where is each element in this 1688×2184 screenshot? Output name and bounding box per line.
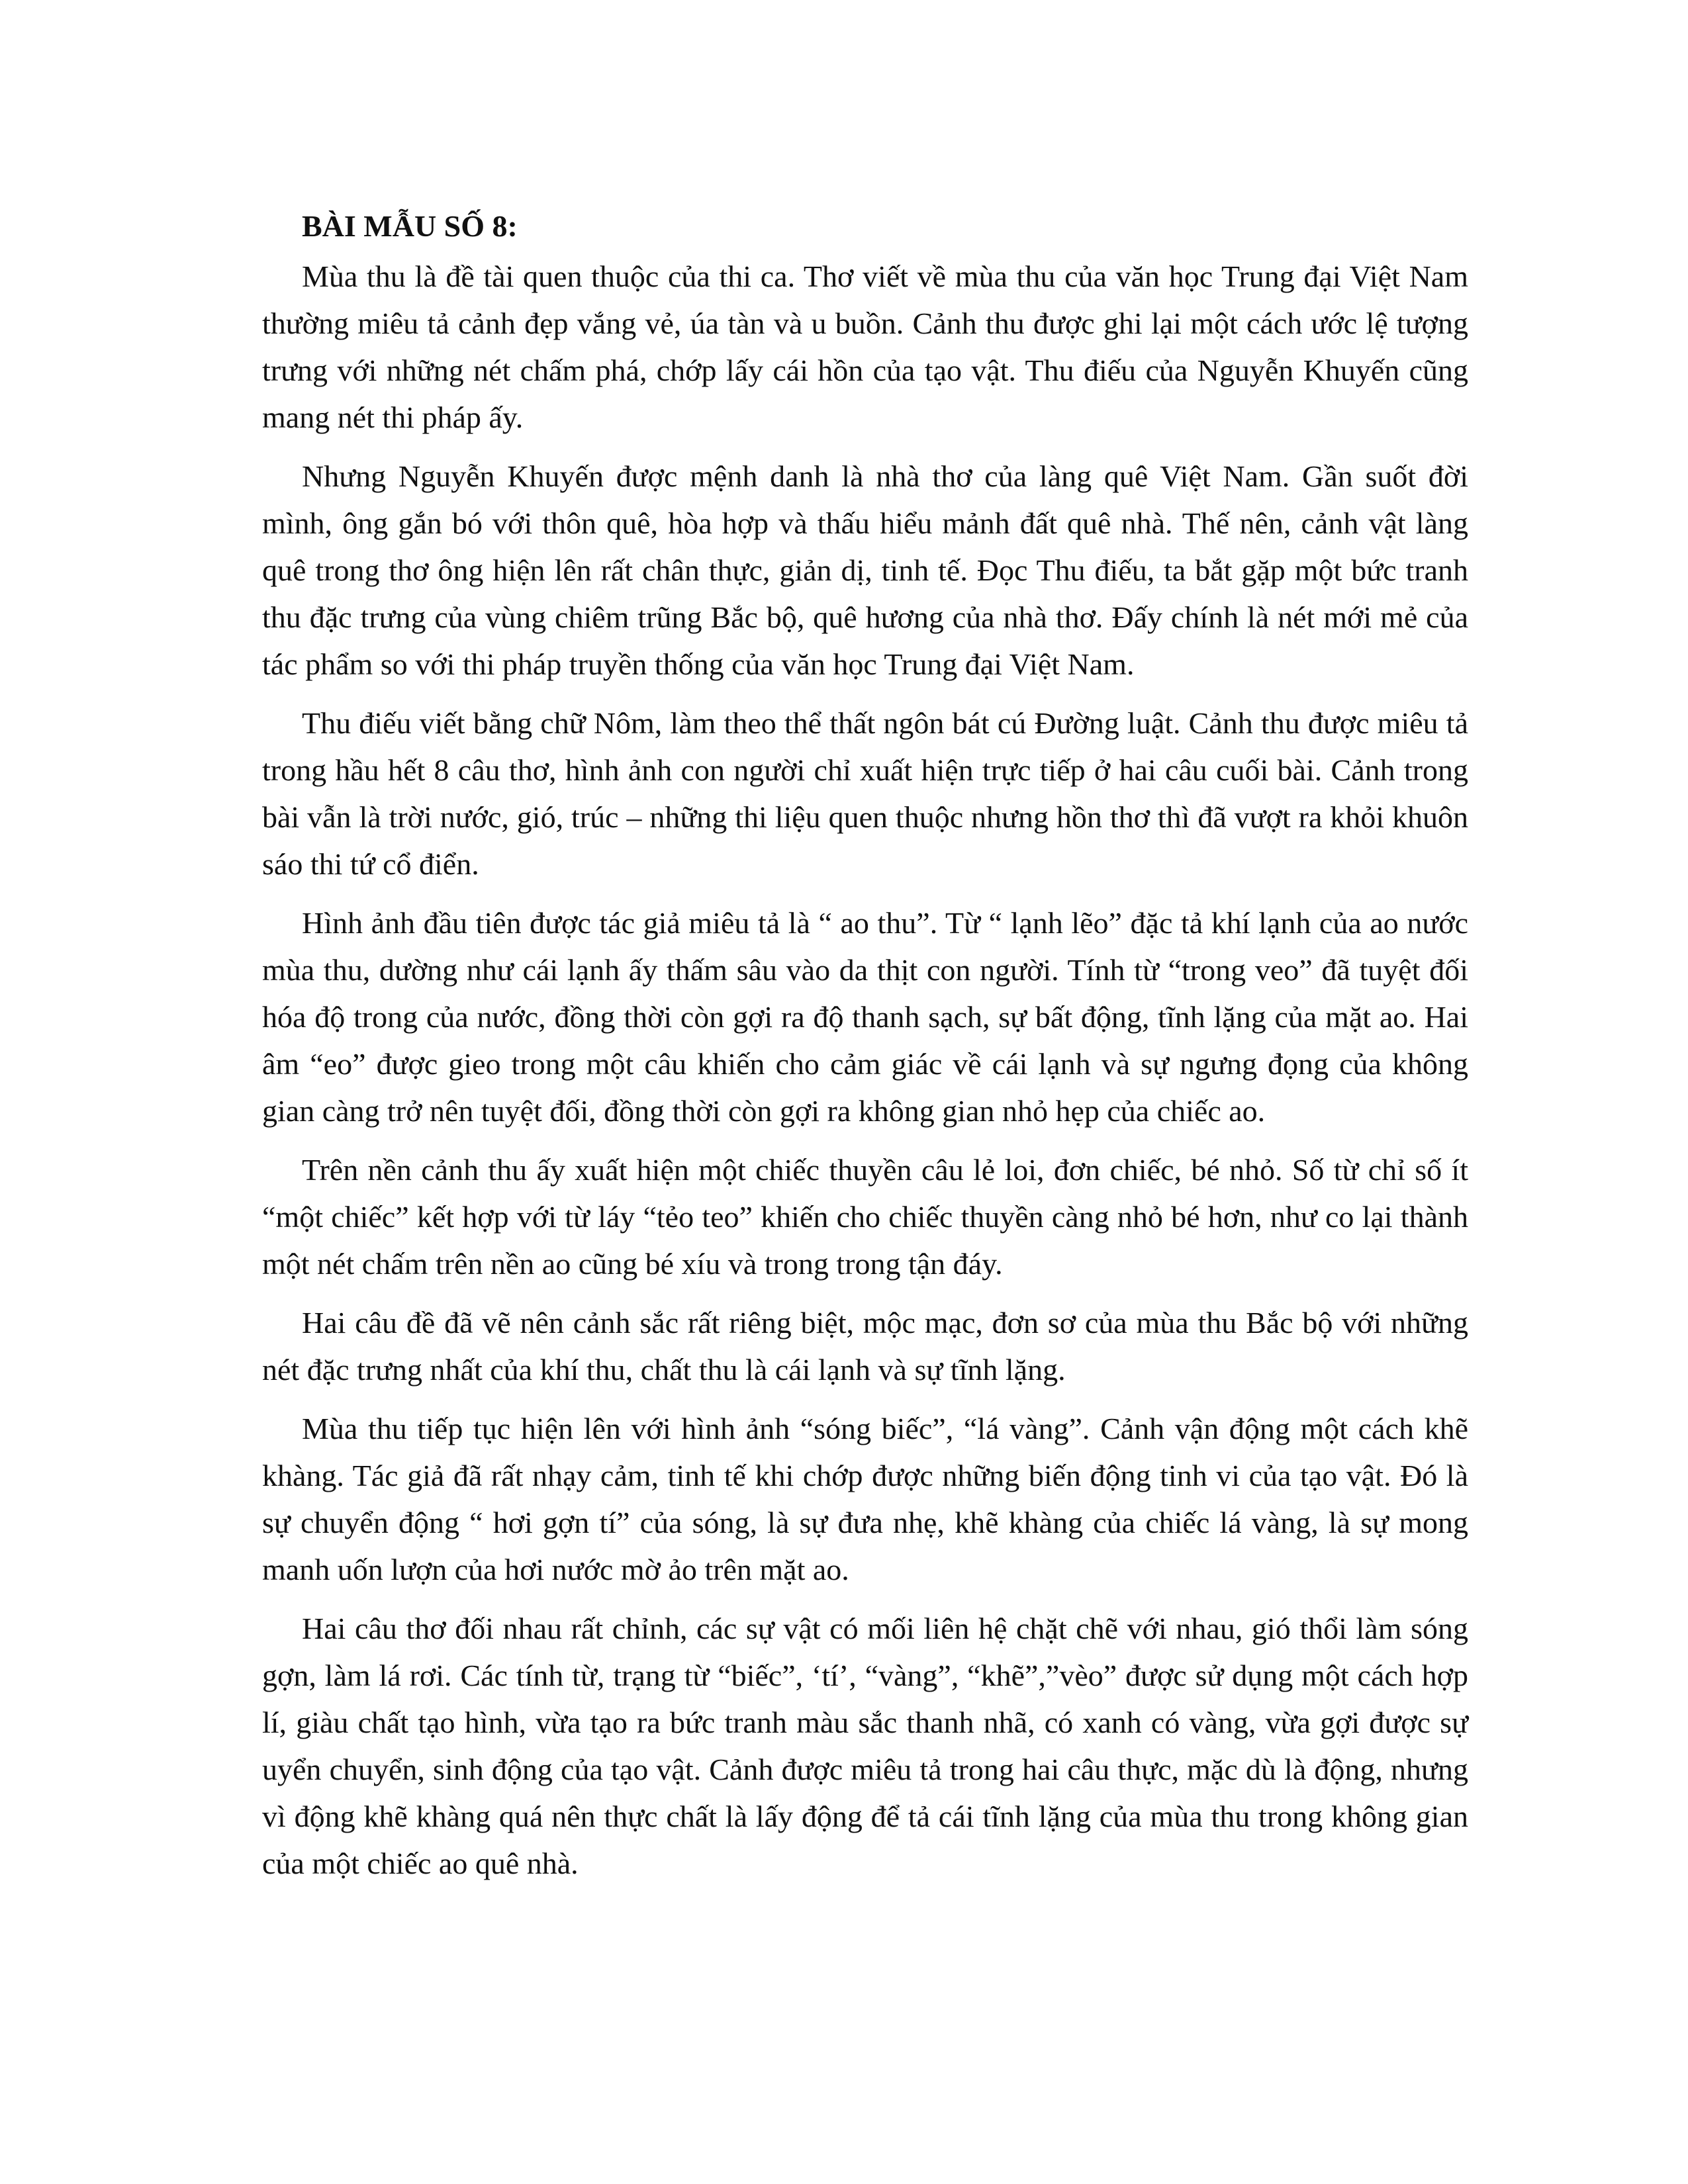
paragraph-4: Hình ảnh đầu tiên được tác giả miêu tả là “ ao thu”. Từ “ lạnh lẽo” đặc tả khí lạnh của ao nước mùa thu, dường như cái lạnh ấy thấm sâu vào da thịt con người. Tính từ “trong veo” đã tuyệt đối hóa độ trong của nước, đồng thời còn gợi ra độ thanh sạch, sự bất động, tĩnh lặng của mặt ao. Hai âm “eo” được gieo trong một câu khiến cho cảm giác về cái lạnh và sự ngưng đọng của không gian càng trở nên tuyệt đối, đồng thời còn gợi ra không gian nhỏ hẹp của chiếc ao.: [262, 906, 1468, 1128]
paragraph-7: Mùa thu tiếp tục hiện lên với hình ảnh “sóng biếc”, “lá vàng”. Cảnh vận động một cách khẽ khàng. Tác giả đã rất nhạy cảm, tinh tế khi chớp được những biến động tinh vi của tạo vật. Đó là sự chuyển động “ hơi gợn tí” của sóng, là sự đưa nhẹ, khẽ khàng của chiếc lá vàng, là sự mong manh uốn lượn của hơi nước mờ ảo trên mặt ao.: [262, 1412, 1468, 1586]
paragraph-2: Nhưng Nguyễn Khuyến được mệnh danh là nhà thơ của làng quê Việt Nam. Gần suốt đời mình, ông gắn bó với thôn quê, hòa hợp và thấu hiểu mảnh đất quê nhà. Thế nên, cảnh vật làng quê trong thơ ông hiện lên rất chân thực, giản dị, tinh tế. Đọc Thu điếu, ta bắt gặp một bức tranh thu đặc trưng của vùng chiêm trũng Bắc bộ, quê hương của nhà thơ. Đấy chính là nét mới mẻ của tác phẩm so với thi pháp truyền thống của văn học Trung đại Việt Nam.: [262, 459, 1468, 681]
paragraph-5: Trên nền cảnh thu ấy xuất hiện một chiếc thuyền câu lẻ loi, đơn chiếc, bé nhỏ. Số từ chỉ số ít “một chiếc” kết hợp với từ láy “tẻo teo” khiến cho chiếc thuyền càng nhỏ bé hơn, như co lại thành một nét chấm trên nền ao cũng bé xíu và trong trong tận đáy.: [262, 1153, 1468, 1281]
document-body: [262, 200, 1468, 1899]
document-title: BÀI MẪU SỐ 8:: [302, 209, 518, 243]
paragraph-1: Mùa thu là đề tài quen thuộc của thi ca. Thơ viết về mùa thu của văn học Trung đại Việt Nam thường miêu tả cảnh đẹp vắng vẻ, úa tàn và u buồn. Cảnh thu được ghi lại một cách ước lệ tượng trưng với những nét chấm phá, chớp lấy cái hồn của tạo vật. Thu điếu của Nguyễn Khuyến cũng mang nét thi pháp ấy.: [262, 259, 1468, 434]
paragraph-8: Hai câu thơ đối nhau rất chỉnh, các sự vật có mối liên hệ chặt chẽ với nhau, gió thổi làm sóng gợn, làm lá rơi. Các tính từ, trạng từ “biếc”, ‘tí’, “vàng”, “khẽ”,”vèo” được sử dụng một cách hợp lí, giàu chất tạo hình, vừa tạo ra bức tranh màu sắc thanh nhã, có xanh có vàng, vừa gợi được sự uyển chuyển, sinh động của tạo vật. Cảnh được miêu tả trong hai câu thực, mặc dù là động, nhưng vì động khẽ khàng quá nên thực chất là lấy động để tả cái tĩnh lặng của mùa thu trong không gian của một chiếc ao quê nhà.: [262, 1612, 1468, 1880]
paragraph-6: Hai câu đề đã vẽ nên cảnh sắc rất riêng biệt, mộc mạc, đơn sơ của mùa thu Bắc bộ với những nét đặc trưng nhất của khí thu, chất thu là cái lạnh và sự tĩnh lặng.: [262, 1306, 1468, 1387]
paragraph-3: Thu điếu viết bằng chữ Nôm, làm theo thể thất ngôn bát cú Đường luật. Cảnh thu được miêu tả trong hầu hết 8 câu thơ, hình ảnh con người chỉ xuất hiện trực tiếp ở hai câu cuối bài. Cảnh trong bài vẫn là trời nước, gió, trúc – những thi liệu quen thuộc nhưng hồn thơ thì đã vượt ra khỏi khuôn sáo thi tứ cổ điển.: [262, 706, 1468, 881]
